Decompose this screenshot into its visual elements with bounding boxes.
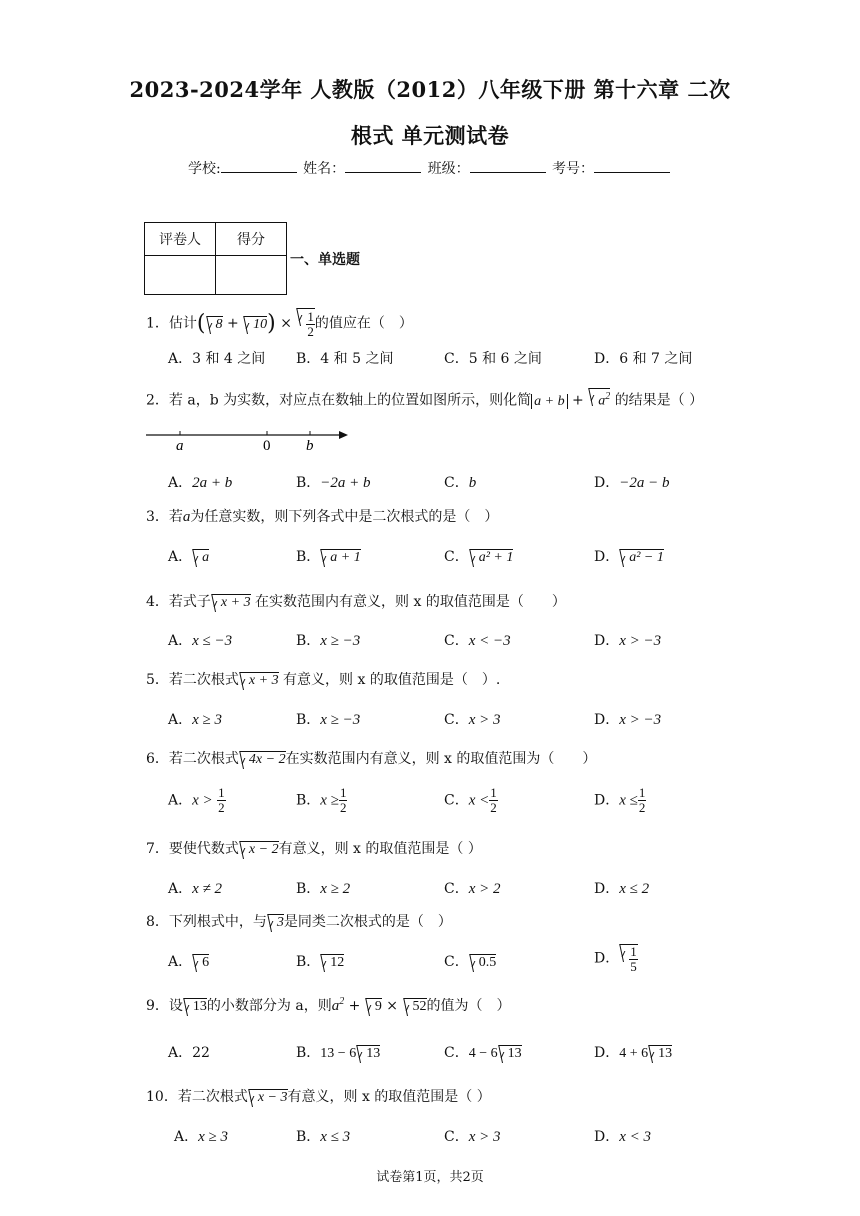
q2-option-b: B．−2a + b <box>296 475 371 491</box>
question-10: 10．若二次根式 x − 3有意义，则 x 的取值范围是（ ） <box>146 1089 491 1105</box>
number-line-arrow <box>339 431 348 439</box>
q6-option-a: A．x > $\frac{1}{2}$ <box>168 785 225 815</box>
q1-option-a: A．3 和 4 之间 <box>168 351 266 367</box>
q5-option-b: B．x ≥ −3 <box>296 712 361 728</box>
q9-option-b: B．13 − 6 13 <box>296 1045 381 1061</box>
q7-option-d: D．x ≤ 2 <box>594 881 650 897</box>
q3-option-a: A． a <box>168 549 210 565</box>
school-blank[interactable] <box>221 159 297 173</box>
q3-option-b: B． a + 1 <box>296 549 361 565</box>
exam-no-label: 考号： <box>552 161 595 177</box>
axis-label-zero: 0 <box>263 438 271 454</box>
q7-option-b: B．x ≥ 2 <box>296 881 351 897</box>
title-line-2: 根式 单元测试卷 <box>350 123 510 148</box>
question-7: 7．要使代数式 x − 2有意义，则 x 的取值范围是（ ） <box>146 841 482 857</box>
question-1: 1．估计( 8 + 10) × $\frac{1}{2}$ 的值应在（ ） <box>146 309 413 339</box>
q7-option-a: A．x ≠ 2 <box>168 881 223 897</box>
q1-option-c: C．5 和 6 之间 <box>444 351 542 367</box>
question-3: 3．若a为任意实数，则下列各式中是二次根式的是（ ） <box>146 509 499 525</box>
name-blank[interactable] <box>345 159 421 173</box>
score-table <box>144 222 287 295</box>
q6-option-c: C．x < $\frac{1}{2}$ <box>444 785 497 815</box>
q6-option-b: B．x ≥ $\frac{1}{2}$ <box>296 785 347 815</box>
q8-option-a: A． 6 <box>168 954 210 970</box>
q10-option-c: C．x > 3 <box>444 1129 501 1145</box>
axis-label-b: b <box>306 438 314 454</box>
exam-no-blank[interactable] <box>594 159 670 173</box>
q4-option-a: A．x ≤ −3 <box>168 633 233 649</box>
class-label: 班级： <box>427 161 470 177</box>
name-label: 姓名： <box>303 161 346 177</box>
grader-cell <box>145 256 216 295</box>
score-header: 得分 <box>216 223 287 256</box>
student-info-line <box>0 158 860 178</box>
section-heading: 一、单选题 <box>290 252 360 268</box>
q8-option-b: B． 12 <box>296 954 345 970</box>
axis-label-a: a <box>176 438 184 454</box>
q4-option-d: D．x > −3 <box>594 633 662 649</box>
question-9: 9．设 13的小数部分为 a，则$a^2 + 9 \times 52$的值为（ ） <box>146 996 511 1014</box>
class-blank[interactable] <box>470 159 546 173</box>
q8-option-c: C． 0.5 <box>444 954 497 970</box>
q4-option-c: C．x < −3 <box>444 633 511 649</box>
q1-option-d: D．6 和 7 之间 <box>594 351 693 367</box>
question-2: 2．若 a，b 为实数，对应点在数轴上的位置如图所示，则化简 $a + b + a^2$ 的结果是（ ） <box>146 388 703 410</box>
q10-option-d: D．x < 3 <box>594 1129 652 1145</box>
question-8: 8．下列根式中，与 3是同类二次根式的是（ ） <box>146 914 452 930</box>
q6-option-d: D．x ≤ $\frac{1}{2}$ <box>594 785 646 815</box>
q2-option-d: D．−2a − b <box>594 475 670 491</box>
q10-option-a: A．x ≥ 3 <box>174 1129 229 1145</box>
q5-option-c: C．x > 3 <box>444 712 501 728</box>
q1-option-b: B．4 和 5 之间 <box>296 351 394 367</box>
q2-option-a: A．2a + b <box>168 475 233 491</box>
number-line-figure <box>144 426 354 454</box>
page-footer: 试卷第1页，共2页 <box>376 1170 484 1185</box>
grader-header: 评卷人 <box>145 223 216 256</box>
question-4: 4．若式子 x + 3 在实数范围内有意义，则 x 的取值范围是（ ） <box>146 594 566 610</box>
q4-option-b: B．x ≥ −3 <box>296 633 361 649</box>
question-6: 6．若二次根式 4x − 2在实数范围内有意义，则 x 的取值范围为（ ） <box>146 751 597 767</box>
title-line-1: 2023-2024学年 人教版（2012）八年级下册 第十六章 二次 <box>129 77 731 102</box>
q7-option-c: C．x > 2 <box>444 881 501 897</box>
q9-option-d: D．4 + 6 13 <box>594 1045 673 1061</box>
q5-option-a: A．x ≥ 3 <box>168 712 223 728</box>
q9-option-a: A．22 <box>168 1045 210 1061</box>
q2-option-c: C．b <box>444 475 477 491</box>
q8-option-d: D． $\frac{1}{5}$ <box>594 944 637 974</box>
q3-option-c: C． a² + 1 <box>444 549 514 565</box>
q3-option-d: D． a² − 1 <box>594 549 664 565</box>
q10-option-b: B．x ≤ 3 <box>296 1129 351 1145</box>
question-5: 5．若二次根式 x + 3 有意义，则 x 的取值范围是（ ）. <box>146 672 501 688</box>
score-cell <box>216 256 287 295</box>
q9-option-c: C．4 − 6 13 <box>444 1045 522 1061</box>
school-label: 学校: <box>187 161 221 177</box>
q5-option-d: D．x > −3 <box>594 712 662 728</box>
